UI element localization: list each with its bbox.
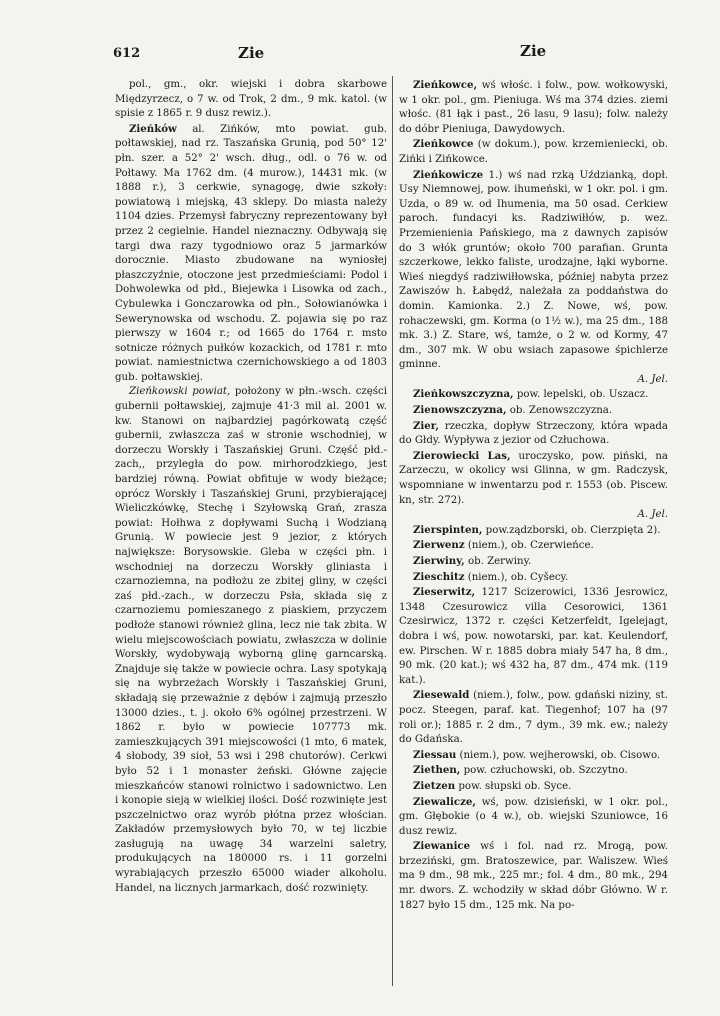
entry-headword: Zieschitz [413,570,465,583]
entry-text: ob. Zerwiny. [464,556,532,567]
entry-text: położony w płn.-wsch. części gubernii połtawskiej, zajmuje 41·3 mil al. 2001 w. kw. Stanowi on najbardziej pagórkowatą część gubernii, zwłaszcza zaś w stronie wschodniej, w dorzeczu Worskły i Taszańskiej Gruni. Część płd.-zach,, przyległa do pow. mirhorodzkiego, jest bardziej równą. Powiat obfituje w wody bieżące; oprócz Worskły i Taszańskiej Gruni, przybierającej Wieliczkówkę, Stechę i Szyłowską Grań, zrasza powiat: Hołhwa z dopływami Suchą i Wodzianą Grunią. W powiecie jest 9 jezior, z których największe: Borysowskie. Gleba w części płn. i wschodniej na dorzeczu Worskły gliniasta i czarnoziemna, na podłożu ze zbitej gliny, w części zaś płd.-zach., w dorzeczu Psła, składa się z czarnoziemu pomieszanego z piaskiem, przyczem podłoże stanowi również glina, lecz nie tak zbita. W wielu miejscowościach powiatu, zwłaszcza w dolinie Worskły, wydobywają wyborną glinę garncarską. Znajduje się także w powiecie ochra. Lasy spotykają się na wybrzeżach Worskły i Taszańskiej Gruni, składają się przeważnie z dębów i zajmują przeszło 13000 dzies., t. j. około 6% ogólnej przestrzeni. W 1862 r. było w powiecie 107773 mk. zamieszkujących 391 miejscowości (1 mto, 6 matek, 4 słobody, 39 sioł, 53 wsi i 298 chutorów). Cerkwi było 52 i 1 monaster żeński. Główne zajęcie mieszkańców stanowi rolnictwo i sadownictwo. Len i konopie sieją w wielkiej ilości. Dość rozwinięte jest pszczelnictwo oraz wyrób płótna przez włościan. Zakładów przemysłowych było 70, w tej liczbie zasługują na uwagę 34 warzelni saletry, produkujących na 180000 rs. i 11 gorzelni wyrabiających przeszło 65000 wiader alkoholu. Handel, na licznych jarmarkach, dość rozwinięty. [115,386,387,894]
left-column [115,78,387,896]
entry-headword: Zieńkowski powiat, [129,386,231,398]
entry-headword: Zier, [413,419,439,432]
dictionary-entry [399,795,668,840]
entry-text: (w dokum.), pow. krzemieniecki, ob. Zińki i Zińkowce. [399,139,668,165]
entry-text: rzeczka, dopływ Strzeczony, która wpada do Głdy. Wypływa z jezior od Człuchowa. [399,420,668,447]
entry-headword: Zierspinten, [413,523,483,536]
entry-headword: Ziesewald [413,689,470,702]
entry-headword: Zieńków [129,122,177,135]
entry-headword: Zieńkowce, [413,79,478,91]
entry-headword: Zieńkowicze [413,168,484,181]
dictionary-entry [399,78,668,137]
entry-text: (niem.), ob. Cyšecy. [464,571,569,583]
dictionary-entry [399,137,668,167]
entry-headword: Zierowiecki Las, [413,449,511,462]
dictionary-entry [399,839,668,913]
entry-text: al. Zińków, mto powiat. gub. połtawskiej, nad rz. Taszańska Grunią, pod 50° 12' płn. szer. a 52° 2' wsch. dług., odl. o 76 w. od Połtawy. Ma 1762 dm. (4 murow.), 14431 mk. (w 1888 r.), 3 cerkwie, synagogę, dwie szkoły: powiatową i miejską, 43 sklepy. Do miasta należy 1104 dzies. Przemysł fabryczny reprezentowany był przez 2 cegielnie. Handel nieznaczny. Odbywają się targi dwa razy tygodniowo oraz 5 jarmarków dorocznie. Miasto zbudowane na wyniosłej płaszczyźnie, otoczone jest przedmieściami: Podol i Dohwolewka od płd., Biejewka i Lisowka od zach., Cybulewka i Gonczarowka od płn., Sołowianówka i Sewerynowska od wschodu. Z. pojawia się po raz pierwszy w 1604 r.; od 1665 do 1764 r. msto sotnicze różnych pułków kozackich, od 1781 r. mto powiat. namiestnictwa czernichowskiego a od 1803 gub. połtawskiej. [115,123,387,383]
entry-headword: Zienowszczyzna, [413,404,507,417]
running-head-right: Zie [520,42,547,60]
column-divider [392,76,393,986]
entry-text: pow. słupski ob. Syce. [455,780,572,792]
dictionary-entry [399,523,668,539]
entry-text: pow. człuchowski, ob. Szczytno. [460,765,628,777]
entry-text: 1217 Scizerowici, 1336 Jesrowicz, 1348 Czesurowicz villa Cesorowici, 1361 Czesirwicz, 1372 r. części Ketzerfeldt, Igelejagt, dobra i wś, pow. nowotarski, par. kat. Keulendorf, ew. Pirschen. W r. 1885 dobra miały 547 ha, 8 dm., 90 mk. (20 kat.); wś 432 ha, 87 dm., 474 mk. (119 kat.). [399,587,668,686]
entry-headword: Zieserwitz, [413,586,476,599]
dictionary-entry [399,585,668,688]
entry-headword: Zietzen [413,779,456,792]
entry-text: wś włośc. i folw., pow. wołkowyski, w 1 okr. pol., gm. Pieniuga. Wś ma 374 dzies. ziemi włośc. (81 łąk i past., 26 lasu, 9 lasu); folw. należy do dóbr Pieniuga, Dawydowych. [399,80,668,135]
entry-headword: Zierwenz [413,539,465,552]
page-number: 612 [113,46,141,61]
dictionary-entry [399,763,668,779]
entry-text: (niem.), pow. wejherowski, ob. Cisowo. [456,749,661,761]
dictionary-entry [399,168,668,388]
entry-signature: A. Jel. [637,373,668,385]
entry-headword: Zierwiny, [413,555,465,567]
entry-signature: A. Jel. [637,509,668,521]
dictionary-entry [399,403,668,419]
entry-headword: Ziethen, [413,764,461,777]
dictionary-entry [399,688,668,747]
entry-headword: Ziewalicze, [413,795,476,808]
dictionary-entry [399,419,668,449]
entry-headword: Zieńkowce [413,138,474,151]
running-head-left: Zie [238,44,265,62]
dictionary-entry [399,570,668,586]
right-column [399,78,668,913]
entry-text: 1.) wś nad rzką Uździanką, dopł. Usy Niemnowej, pow. ihumeński, w 1 okr. pol. i gm. Uzda, o 89 w. od Ihumenia, ma 50 osad. Cerkiew paroch. fundacyi ks. Radziwiłłów, p. wez. Przemienienia Pańskiego, ma z dawnych zapisów do 3 włók gruntów; około 700 parafian. Grunta szczerkowe, lekko faliste, urodzajne, łąki wyborne. Wieś niegdyś radziwiłłowska, później nabyta przez Zawiszów h. Łabędź, należała za poddaństwa do domin. Kamionka. 2.) Z. Nowe, wś, pow. rohaczewski, gm. Korma (o 1½ w.), ma 25 dm., 188 mk. 3.) Z. Stare, wś, tamże, o 2 w. od Kormy, 47 dm., 307 mk. W obu wsiach zapasowe śpichlerze gminne. [399,169,668,371]
entry-text: wś, pow. dzisieński, w 1 okr. pol., gm. Głębokie (o 4 w.), ob. wiejski Szuniowce, 16 dusz rewiz. [399,796,668,837]
entry-text: wś i fol. nad rz. Mrogą, pow. brzeziński, gm. Bratoszewice, par. Waliszew. Wieś ma 9 dm., 98 mk., 225 mr.; fol. 4 dm., 80 mk., 294 mr. dwors. Z. wchodziły w skład dóbr Główno. W r. 1827 było 15 dm., 125 mk. Na po- [399,841,668,911]
entry-text: pow.ządzborski, ob. Cierzpięta 2). [482,524,661,536]
dictionary-entry [115,122,387,386]
entry-text: uroczysko, pow. piński, na Zarzeczu, w okolicy wsi Glinna, w gm. Radczysk, wspomniane w inwentarzu pod r. 1553 (ob. Piscew. kn, str. 272). [399,450,668,506]
dictionary-entry [399,554,668,570]
entry-headword: Zieńkowszczyzna, [413,388,514,401]
entry-headword: Ziewanice [413,840,471,853]
entry-text: pow. lepelski, ob. Uszacz. [513,389,649,401]
entry-text: (niem.), ob. Czerwieńce. [464,540,594,552]
dictionary-entry [399,748,668,764]
entry-text: ob. Zenowszczyzna. [506,405,613,417]
entry-text: (niem.), folw., pow. gdański niziny, st. pocz. Steegen, paraf. kat. Tiegenhof; 107 ha (97 roli or.); 1885 r. 2 dm., 7 dym., 39 mk. ew.; należy do Gdańska. [399,690,668,746]
dictionary-entry [399,387,668,403]
dictionary-entry [115,78,387,122]
dictionary-entry [115,385,387,896]
entry-headword: Ziessau [413,748,457,761]
dictionary-entry [399,538,668,554]
entry-text: pol., gm., okr. wiejski i dobra skarbowe Międzyrzecz, o 7 w. od Trok, 2 dm., 9 mk. katol. (w spisie z 1865 r. 9 dusz rewiz.). [115,79,387,120]
dictionary-entry [399,779,668,795]
dictionary-entry [399,449,668,523]
